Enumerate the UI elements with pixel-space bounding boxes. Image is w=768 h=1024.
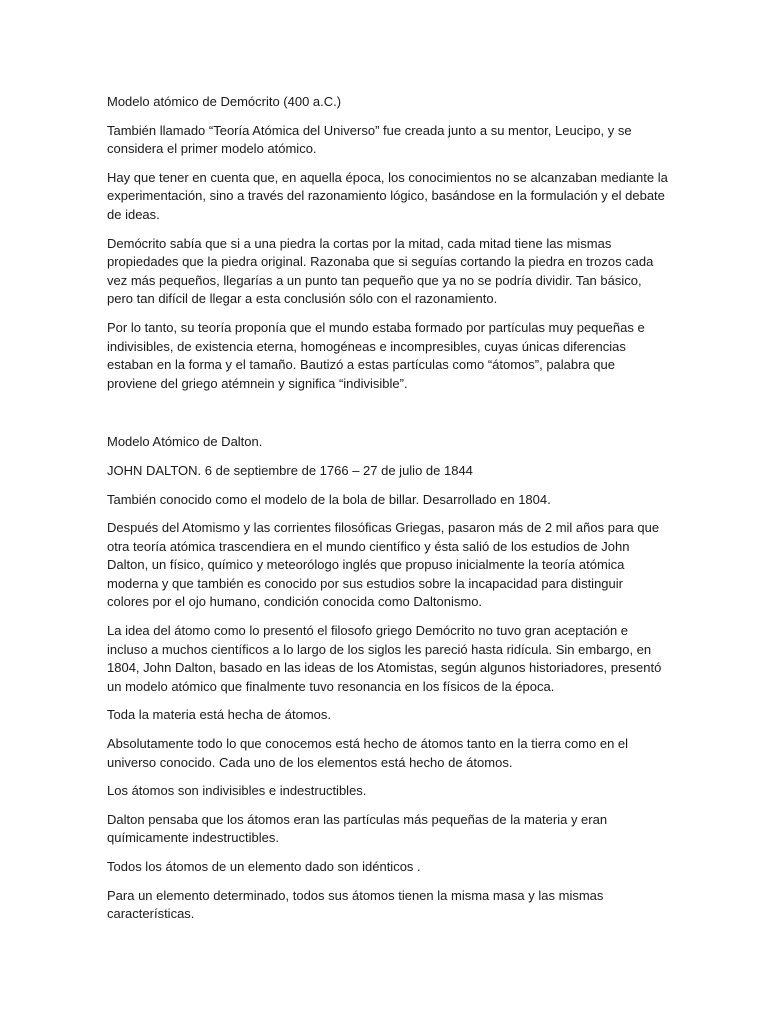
section-title-dalton: Modelo Atómico de Dalton. xyxy=(107,434,263,450)
paragraph: Después del Atomismo y las corrientes filosóficas Griegas, pasaron más de 2 mil años para que otra teoría atómica trascendiera en el mundo científico y ésta salió de los estudios de John Dalton, un físico, químico y meteorólogo inglés que propuso inicialmente la teoría atómica moderna y que también es conocido por sus estudios sobre la incapacidad para distinguir colores por el ojo humano, condición conocida como Daltonismo. xyxy=(107,520,660,610)
paragraph: Todos los átomos de un elemento dado son idénticos . xyxy=(107,859,421,874)
paragraph: Dalton pensaba que los átomos eran las partículas más pequeñas de la materia y eran químicamente indestructibles. xyxy=(107,811,608,846)
section-spacer xyxy=(107,403,668,433)
section-title-democrito: Modelo atómico de Demócrito (400 a.C.) xyxy=(107,94,342,109)
paragraph: Los átomos son indivisibles e indestructibles. xyxy=(107,783,367,799)
paragraph: Por lo tanto, su teoría proponía que el mundo estaba formado por partículas muy pequeñas e indivisibles, de existencia eterna, homogéneas e incompresibles, cuyas únicas diferencias estaban en la forma y el tamaño. Bautizó a estas partículas como “átomos”, palabra que proviene del griego atémnein y significa “indivisible”. xyxy=(107,319,645,391)
paragraph: Hay que tener en cuenta que, en aquella época, los conocimientos no se alcanzaban mediante la experimentación, sino a través del razonamiento lógico, basándose en la formulación y el debate de ideas. xyxy=(107,169,668,222)
paragraph: Absolutamente todo lo que conocemos está hecho de átomos tanto en la tierra como en el universo conocido. Cada uno de los elementos está hecho de átomos. xyxy=(107,736,629,770)
paragraph: Para un elemento determinado, todos sus átomos tienen la misma masa y las mismas características. xyxy=(107,887,604,922)
paragraph: También llamado “Teoría Atómica del Universo” fue creada junto a su mentor, Leucipo, y se considera el primer modelo atómico. xyxy=(107,122,632,157)
paragraph: La idea del átomo como lo presentó el filosofo griego Demócrito no tuvo gran aceptación e incluso a muchos científicos a lo largo de los siglos les pareció hasta ridícula. Sin embargo, en 1804, John Dalton, basado en las ideas de los Atomistas, según algunos historiadores, presentó un modelo atómico que finalmente tuvo resonancia en los físicos de la época. xyxy=(107,623,662,694)
paragraph: Toda la materia está hecha de átomos. xyxy=(107,707,332,723)
paragraph: JOHN DALTON. 6 de septiembre de 1766 – 27 de julio de 1844 xyxy=(107,462,473,478)
paragraph: También conocido como el modelo de la bola de billar. Desarrollado en 1804. xyxy=(107,491,551,507)
paragraph: Demócrito sabía que si a una piedra la cortas por la mitad, cada mitad tiene las mismas propiedades que la piedra original. Razonaba que si seguías cortando la piedra en trozos cada vez más pequeños, llegarías a un punto tan pequeño que ya no se podría dividir. Tan básico, pero tan difícil de llegar a esta conclusión sólo con el razonamiento. xyxy=(107,235,654,307)
